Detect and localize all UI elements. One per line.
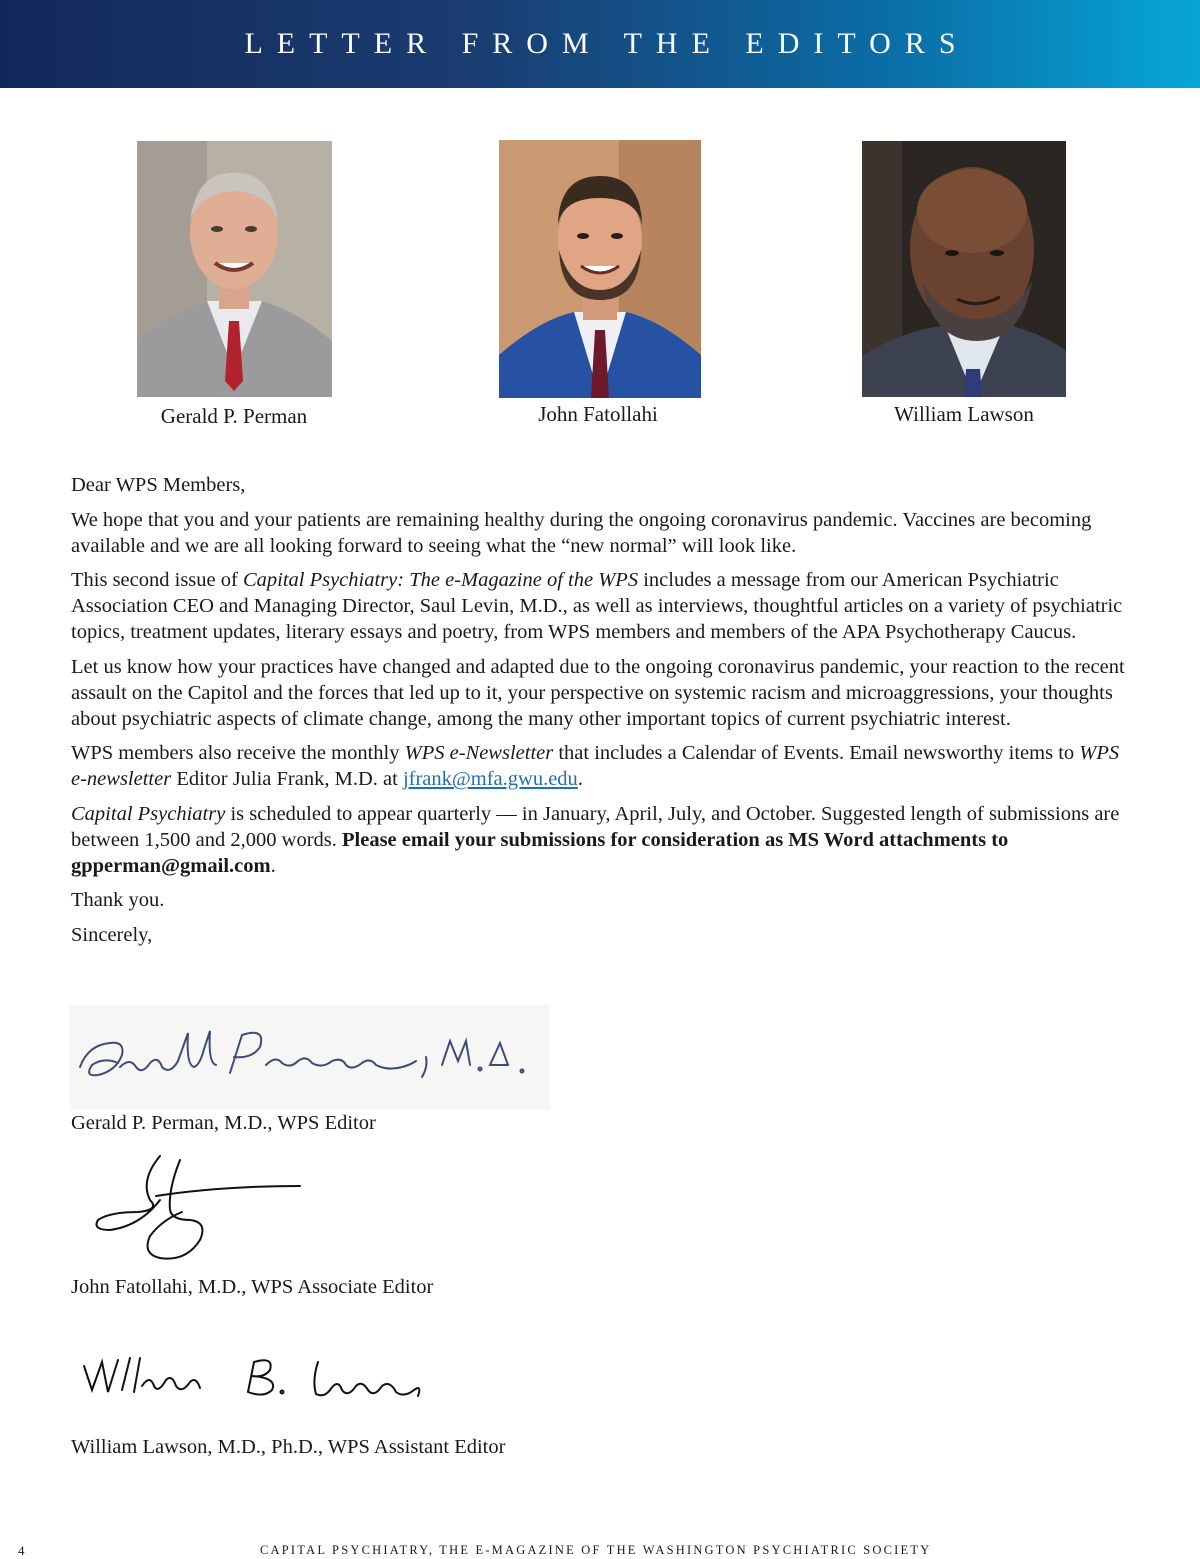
salutation: Dear WPS Members, bbox=[71, 474, 246, 496]
signer-title-lawson: William Lawson, M.D., Ph.D., WPS Assistant Editor bbox=[71, 1436, 506, 1458]
page-number: 4 bbox=[18, 1543, 25, 1558]
editor-photo-fatollahi bbox=[499, 140, 701, 398]
signature-fatollahi bbox=[90, 1150, 305, 1265]
editor-photo-perman bbox=[137, 141, 332, 397]
publication-footer: CAPITAL PSYCHIATRY, THE E-MAGAZINE OF THE WASHINGTON PSYCHIATRIC SOCIETY bbox=[260, 1543, 932, 1557]
signature-perman bbox=[70, 1005, 550, 1110]
paragraph-5: Capital Psychiatry is scheduled to appear quarterly — in January, April, July, and October. Suggested length of submissions are between 1,500 and 2,000 words. Please email your submissions for consideration as MS Word attachments to gpperman@gmail.com. bbox=[71, 802, 1120, 877]
header-banner bbox=[0, 0, 1200, 88]
submission-instructions: Please email your submissions for consideration as MS Word attachments to gpperman@gmail.com bbox=[71, 828, 1009, 877]
thanks: Thank you. bbox=[71, 889, 165, 911]
paragraph-4: WPS members also receive the monthly WPS e-Newsletter that includes a Calendar of Events. Email newsworthy items to WPS e-newsletter Editor Julia Frank, M.D. at jfrank@mfa.gwu.edu. bbox=[71, 742, 1120, 790]
paragraph-3: Let us know how your practices have changed and adapted due to the ongoing coronavirus pandemic, your reaction to the recent assault on the Capitol and the forces that led up to it, your perspective on systemic racism and microaggressions, your thoughts about psychiatric aspects of climate change, among the many other important topics of current psychiatric interest. bbox=[71, 655, 1125, 730]
closing: Sincerely, bbox=[71, 923, 153, 946]
letter-body bbox=[71, 472, 1131, 956]
email-link[interactable]: jfrank@mfa.gwu.edu bbox=[402, 768, 578, 790]
signer-title-perman: Gerald P. Perman, M.D., WPS Editor bbox=[71, 1112, 376, 1134]
caption-lawson: William Lawson bbox=[894, 402, 1034, 426]
paragraph-1: We hope that you and your patients are remaining healthy during the ongoing coronavirus pandemic. Vaccines are becoming available and we are all looking forward to seeing what the “new normal” will look like. bbox=[71, 508, 1092, 557]
signer-title-fatollahi: John Fatollahi, M.D., WPS Associate Editor bbox=[71, 1276, 434, 1298]
page-title: LETTER FROM THE EDITORS bbox=[244, 27, 970, 60]
signature-lawson bbox=[78, 1350, 428, 1415]
magazine-title: Capital Psychiatry: The e-Magazine of the WPS bbox=[242, 569, 639, 591]
paragraph-2: This second issue of Capital Psychiatry: The e-Magazine of the WPS includes a message from our American Psychiatric Association CEO and Managing Director, Saul Levin, M.D., as well as interviews, thoughtful articles on a variety of psychiatric topics, treatment updates, literary essays and poetry, from WPS members and members of the APA Psychotherapy Caucus. bbox=[71, 569, 1123, 643]
caption-perman: Gerald P. Perman bbox=[160, 404, 308, 428]
caption-fatollahi: John Fatollahi bbox=[538, 402, 658, 426]
editor-photo-lawson bbox=[862, 141, 1066, 397]
